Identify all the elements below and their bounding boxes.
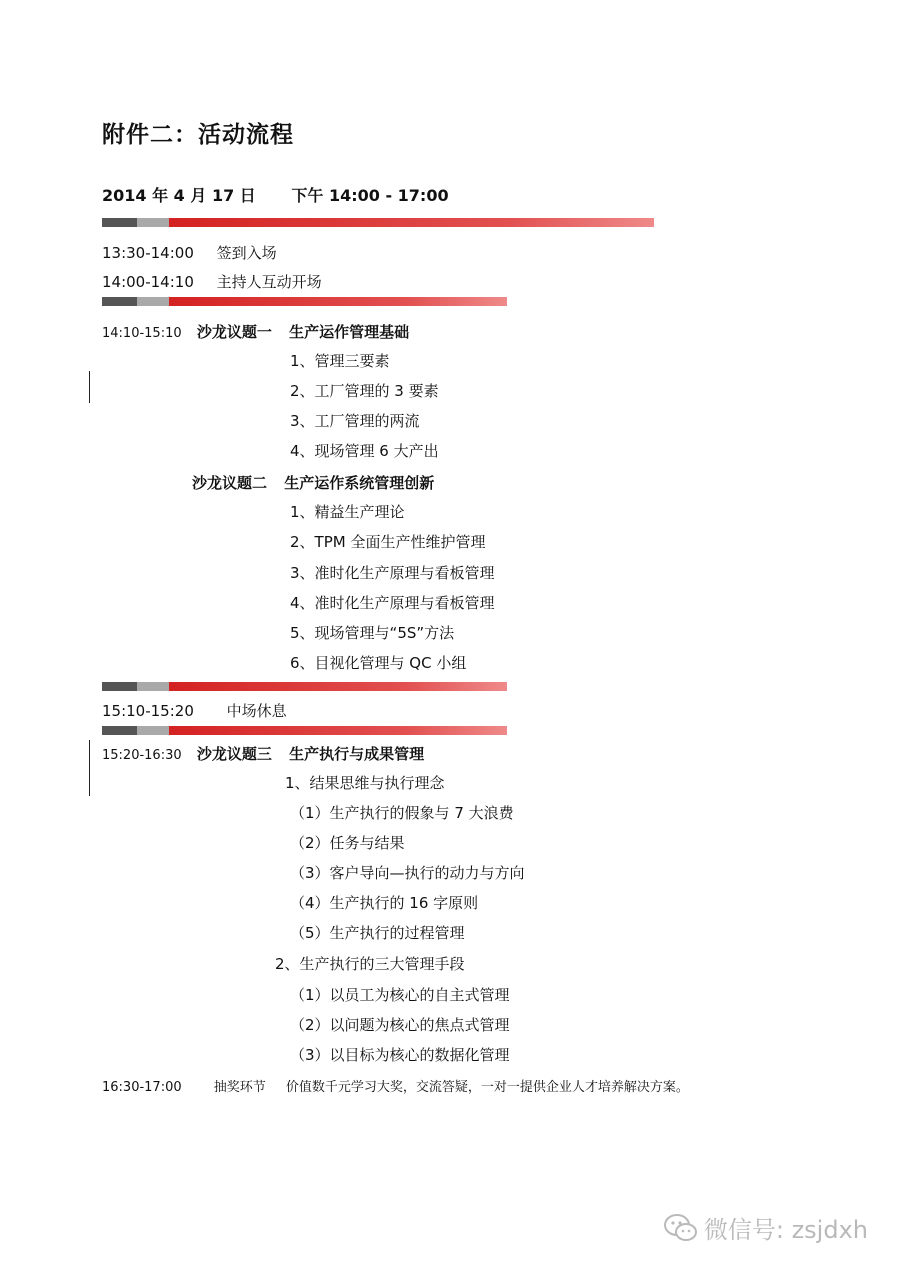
list-item: （3）客户导向—执行的动力与方向: [290, 864, 525, 882]
list-item: （2）任务与结果: [290, 834, 405, 852]
list-item: 4、现场管理 6 大产出: [290, 442, 439, 460]
section-divider-bar: [102, 218, 654, 227]
list-item: （2）以问题为核心的焦点式管理: [290, 1016, 510, 1034]
salon-title: 沙龙议题三: [196, 745, 272, 763]
list-item: 3、准时化生产原理与看板管理: [290, 564, 495, 582]
list-item: （4）生产执行的 16 字原则: [290, 894, 479, 912]
list-item: （1）生产执行的假象与 7 大浪费: [290, 804, 514, 822]
schedule-label: 中场休息: [226, 702, 287, 720]
list-item: （1）以员工为核心的自主式管理: [290, 986, 510, 1004]
salon-subtitle: 生产运作系统管理创新: [284, 474, 435, 492]
break-row: [102, 701, 287, 721]
wechat-icon: [664, 1213, 698, 1243]
watermark-text: 微信号: zsjdxh: [703, 1216, 868, 1244]
section-divider-bar: [102, 297, 507, 306]
event-time-range: 下午 14:00 - 17:00: [291, 186, 449, 205]
section-divider-bar: [102, 726, 507, 735]
date-line: [102, 183, 449, 206]
salon-subtitle: 生产运作管理基础: [289, 323, 410, 341]
salon-time: 15:20-16:30: [102, 748, 182, 763]
section-heading: 1、结果思维与执行理念: [285, 774, 445, 792]
list-item: 1、管理三要素: [290, 352, 390, 370]
margin-mark: [89, 740, 90, 796]
margin-mark: [89, 371, 90, 403]
salon-topic-2: [192, 472, 434, 493]
schedule-time: 15:10-15:20: [102, 702, 194, 720]
schedule-time: 13:30-14:00: [102, 244, 194, 262]
list-item: 3、工厂管理的两流: [290, 412, 420, 430]
salon-time: 14:10-15:10: [102, 326, 182, 341]
schedule-row: [102, 272, 322, 292]
list-item: 1、精益生产理论: [290, 503, 405, 521]
list-item: 2、TPM 全面生产性维护管理: [290, 533, 486, 551]
closing-time: 16:30-17:00: [102, 1080, 182, 1095]
watermark: [664, 1210, 868, 1245]
section-divider-bar: [102, 682, 507, 691]
list-item: 4、准时化生产原理与看板管理: [290, 594, 495, 612]
salon-topic-3: [102, 743, 424, 764]
section-heading: 2、生产执行的三大管理手段: [275, 955, 465, 973]
salon-title: 沙龙议题二: [192, 474, 268, 492]
schedule-label: 主持人互动开场: [216, 273, 322, 291]
page-title: 附件二：活动流程: [102, 122, 294, 148]
list-item: 6、目视化管理与 QC 小组: [290, 654, 467, 672]
event-date: 2014 年 4 月 17 日: [102, 186, 256, 205]
salon-topic-1: [102, 321, 409, 342]
closing-row: [102, 1076, 689, 1095]
list-item: 2、工厂管理的 3 要素: [290, 382, 439, 400]
schedule-row: [102, 243, 277, 263]
closing-label: 抽奖环节: [213, 1080, 266, 1095]
closing-description: 价值数千元学习大奖，交流答疑，一对一提供企业人才培养解决方案。: [285, 1080, 689, 1095]
salon-title: 沙龙议题一: [196, 323, 272, 341]
list-item: （5）生产执行的过程管理: [290, 924, 465, 942]
list-item: 5、现场管理与“5S”方法: [290, 624, 455, 642]
salon-subtitle: 生产执行与成果管理: [289, 745, 425, 763]
list-item: （3）以目标为核心的数据化管理: [290, 1046, 510, 1064]
schedule-label: 签到入场: [216, 244, 277, 262]
schedule-time: 14:00-14:10: [102, 273, 194, 291]
